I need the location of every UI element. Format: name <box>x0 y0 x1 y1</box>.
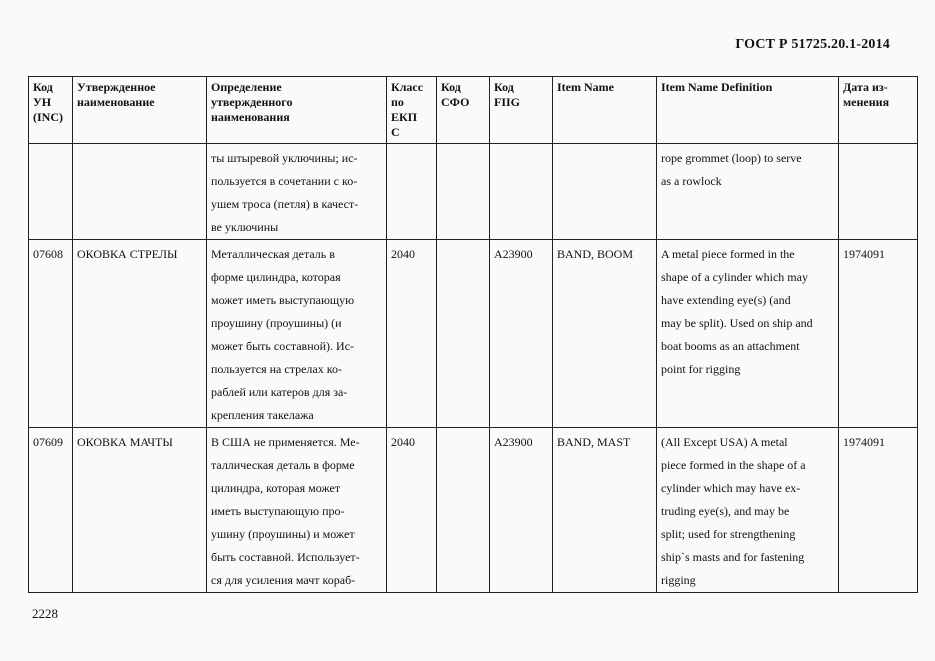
text-line: Код <box>441 80 461 94</box>
text-line: иметь выступающую про- <box>211 504 345 518</box>
text-line: boat booms as an attachment <box>661 339 800 353</box>
text-line: may be split). Used on ship and <box>661 316 813 330</box>
cell-date: 1974091 <box>839 428 918 593</box>
cell-code: 07609 <box>29 428 73 593</box>
header-approved-name <box>73 77 207 144</box>
text-line: cylinder which may have ex- <box>661 481 801 495</box>
text-line: A metal piece formed in the <box>661 247 795 261</box>
cell-approved-name: ОКОВКА СТРЕЛЫ <box>73 240 207 428</box>
text-line: Утвержденное <box>77 80 156 94</box>
header-definition <box>207 77 387 144</box>
cell-definition <box>207 428 387 593</box>
table-header-row <box>29 77 918 144</box>
text-line: Определение <box>211 80 282 94</box>
text-line: Код <box>33 80 53 94</box>
cell-date: 1974091 <box>839 240 918 428</box>
header-fiig-code <box>490 77 553 144</box>
header-item-name <box>553 77 657 144</box>
text-line: быть составной. Использует- <box>211 550 360 564</box>
text-line: проушину (проушины) (и <box>211 316 342 330</box>
text-line: Item Name Definition <box>661 80 773 94</box>
cell-item-name <box>553 144 657 240</box>
text-line: as a rowlock <box>661 174 722 188</box>
text-line: Металлическая деталь в <box>211 247 335 261</box>
text-line: пользуется в сочетании с ко- <box>211 174 358 188</box>
cell-item-name: BAND, BOOM <box>553 240 657 428</box>
cell-item-name-definition <box>657 428 839 593</box>
text-line: наименования <box>211 110 290 124</box>
cell-approved-name: ОКОВКА МАЧТЫ <box>73 428 207 593</box>
text-line: УН <box>33 95 52 109</box>
text-line: СФО <box>441 95 470 109</box>
cell-class: 2040 <box>387 240 437 428</box>
text-line: rigging <box>661 573 696 587</box>
text-line: по <box>391 95 404 109</box>
header-inc-code <box>29 77 73 144</box>
text-line: split; used for strengthening <box>661 527 796 541</box>
header-ekps-class <box>387 77 437 144</box>
text-line: может быть составной). Ис- <box>211 339 355 353</box>
text-line: FIIG <box>494 95 521 109</box>
document-standard-number: ГОСТ Р 51725.20.1-2014 <box>735 37 890 52</box>
text-line: утвержденного <box>211 95 293 109</box>
cell-sfo <box>437 144 490 240</box>
table-row <box>29 240 918 428</box>
text-line: piece formed in the shape of a <box>661 458 806 472</box>
cell-code <box>29 144 73 240</box>
table-row-continuation <box>29 144 918 240</box>
cell-item-name-definition <box>657 240 839 428</box>
cell-item-name: BAND, MAST <box>553 428 657 593</box>
text-line: ты штыревой уключины; ис- <box>211 151 358 165</box>
text-line: Дата из- <box>843 80 888 94</box>
text-line: ушем троса (петля) в качест- <box>211 197 359 211</box>
cell-code: 07608 <box>29 240 73 428</box>
cell-sfo <box>437 240 490 428</box>
text-line: раблей или катеров для за- <box>211 385 348 399</box>
text-line: truding eye(s), and may be <box>661 504 790 518</box>
cell-fiig: A23900 <box>490 240 553 428</box>
cell-item-name-definition <box>657 144 839 240</box>
nomenclature-table <box>28 76 918 593</box>
cell-class: 2040 <box>387 428 437 593</box>
text-line: have extending eye(s) (and <box>661 293 791 307</box>
page-number: 2228 <box>32 606 58 621</box>
text-line: shape of a cylinder which may <box>661 270 808 284</box>
text-line: С <box>391 125 400 139</box>
text-line: наименование <box>77 95 155 109</box>
text-line: крепления такелажа <box>211 408 314 422</box>
text-line: ЕКП <box>391 110 418 124</box>
cell-definition <box>207 144 387 240</box>
text-line: форме цилиндра, которая <box>211 270 341 284</box>
header-sfo-code <box>437 77 490 144</box>
text-line: ушину (проушины) и может <box>211 527 355 541</box>
text-line: (All Except USA) A metal <box>661 435 788 449</box>
header-item-name-definition <box>657 77 839 144</box>
cell-date <box>839 144 918 240</box>
text-line: цилиндра, которая может <box>211 481 341 495</box>
cell-definition <box>207 240 387 428</box>
text-line: Item Name <box>557 80 614 94</box>
cell-sfo <box>437 428 490 593</box>
cell-fiig <box>490 144 553 240</box>
text-line: может иметь выступающую <box>211 293 355 307</box>
text-line: point for rigging <box>661 362 741 376</box>
text-line: ве уключины <box>211 220 279 234</box>
text-line: пользуется на стрелах ко- <box>211 362 342 376</box>
header-change-date <box>839 77 918 144</box>
table-row <box>29 428 918 593</box>
text-line: В США не применяется. Ме- <box>211 435 360 449</box>
cell-approved-name <box>73 144 207 240</box>
text-line: Класс <box>391 80 424 94</box>
cell-class <box>387 144 437 240</box>
cell-fiig: A23900 <box>490 428 553 593</box>
text-line: rope grommet (loop) to serve <box>661 151 802 165</box>
text-line: Код <box>494 80 514 94</box>
text-line: (INC) <box>33 110 63 124</box>
text-line: ся для усиления мачт кораб- <box>211 573 356 587</box>
text-line: менения <box>843 95 890 109</box>
text-line: ship`s masts and for fastening <box>661 550 805 564</box>
text-line: таллическая деталь в форме <box>211 458 355 472</box>
